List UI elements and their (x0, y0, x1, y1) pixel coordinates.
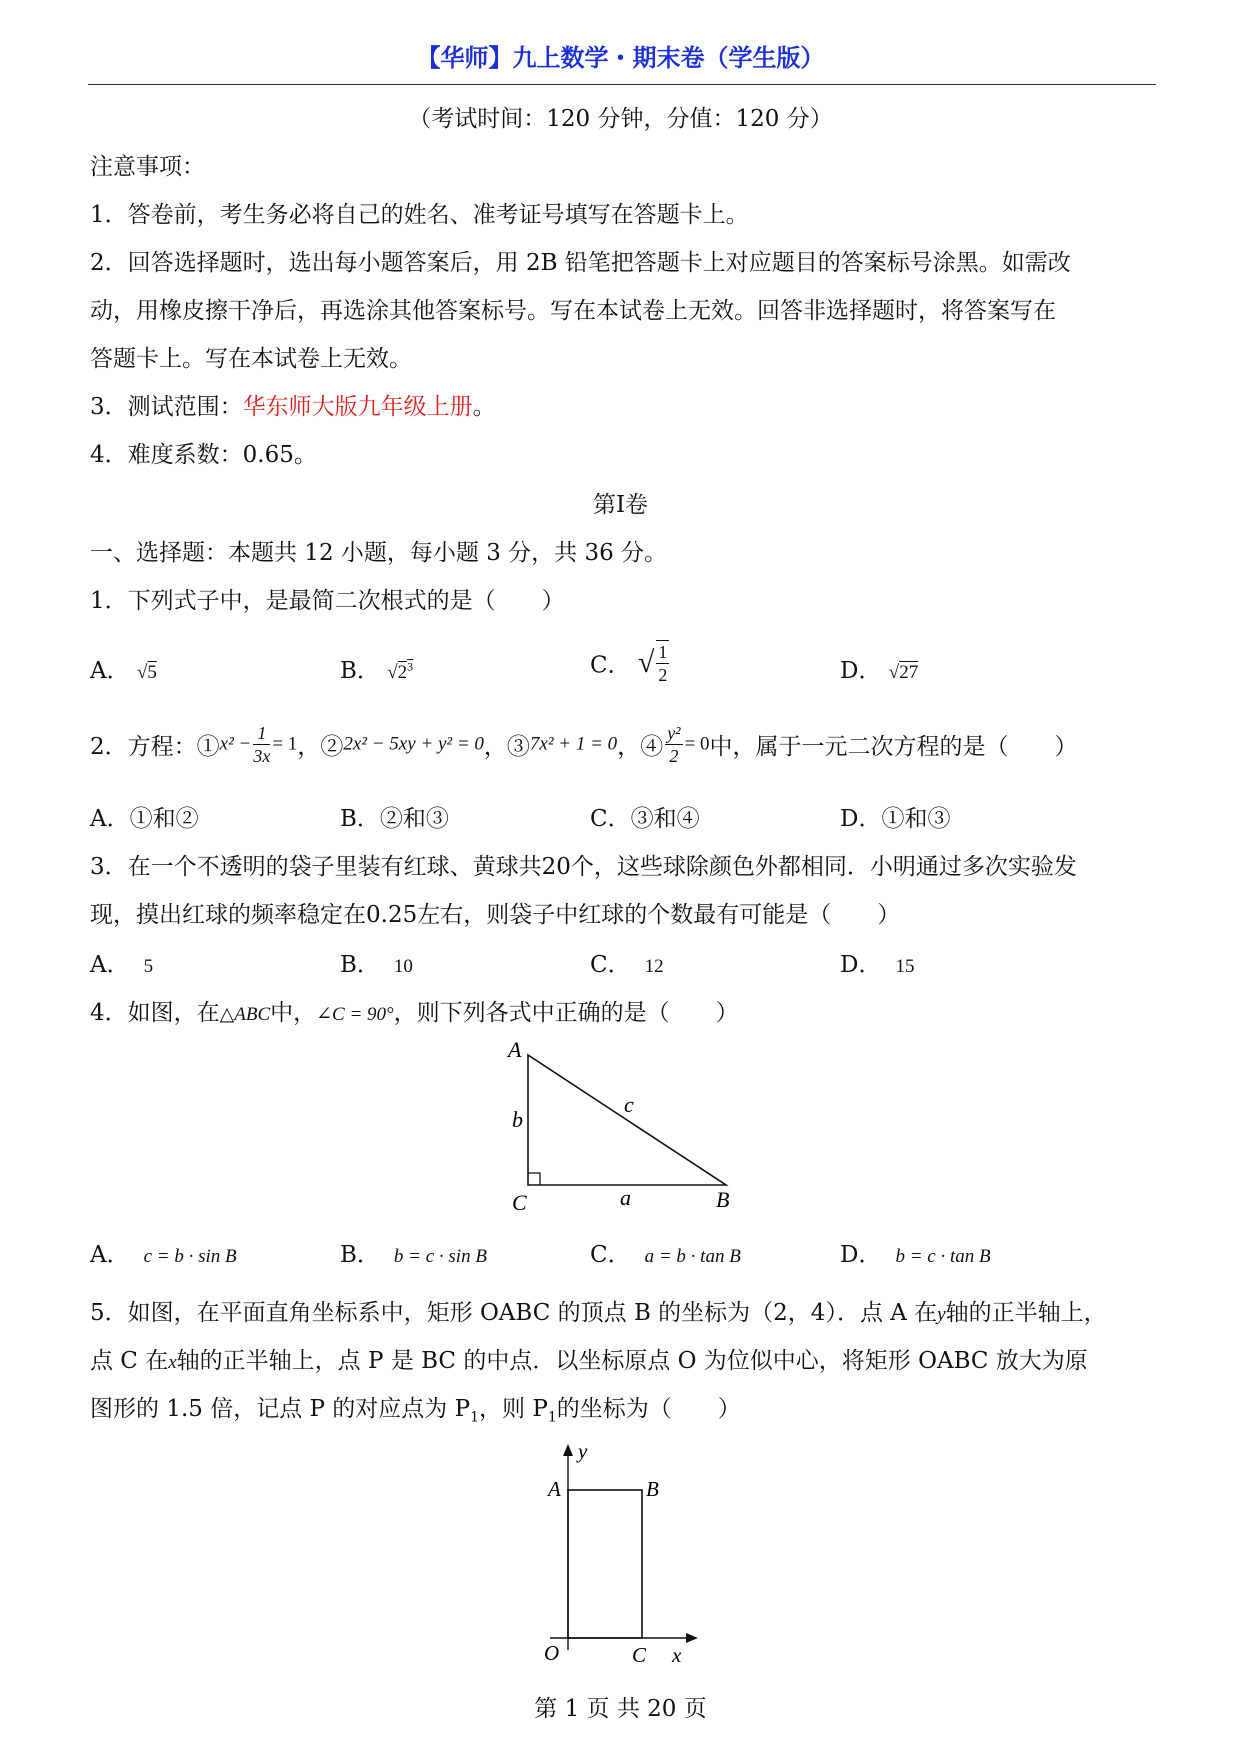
q4-option-d: D． b = c · tan B (840, 1242, 991, 1268)
q2-option-d: D．①和③ (840, 806, 951, 832)
question-5-line-1: 5．如图，在平面直角坐标系中，矩形 OABC 的顶点 B 的坐标为（2，4）．点 A 在y轴的正半轴上， (90, 1300, 1107, 1326)
x-axis-arrow (686, 1633, 698, 1643)
q1-option-b-radical: $√2^3$ (387, 659, 414, 683)
question-3-line-1: 3．在一个不透明的袋子里装有红球、黄球共20个，这些球除颜色外都相同．小明通过多次实验发 (90, 854, 1077, 880)
note-item-3-suffix: 。 (472, 394, 496, 420)
notes-heading: 注意事项： (90, 154, 205, 180)
note-item-2-line-3: 答题卡上。写在本试卷上无效。 (90, 346, 412, 372)
question-5-line-3: 图形的 1.5 倍，记点 P 的对应点为 $P_1$，则 $P_1$的坐标为（ ） (90, 1396, 741, 1426)
q3-option-d: D． 15 (840, 952, 915, 978)
note-item-2-line-1: 2．回答选择题时，选出每小题答案后，用 2B 铅笔把答题卡上对应题目的答案标号涂黑。如需改 (90, 250, 1071, 276)
vertex-label-c: C (512, 1190, 527, 1215)
point-label-a: A (548, 1477, 561, 1501)
question-2-stem: 2．方程：①x² − $\frac{1}{3x}$ = 1，②2x² − 5xy + y² = 0，③7x² + 1 = 0，④ $\frac{\text{y²}}{2}$ = 0中，属于一元二次方程的是（ ） (90, 723, 1078, 766)
q4-option-a: A． c = b · sin B (90, 1242, 237, 1268)
point-label-b: B (646, 1477, 659, 1501)
q3-option-b: B． 10 (340, 952, 413, 978)
x-axis-label: x (672, 1643, 682, 1667)
q1-option-a-radical: √5 (136, 662, 157, 683)
q3-option-a: A． 5 (90, 952, 154, 978)
page-header-title: 【华师】九上数学・期末卷（学生版） (416, 44, 825, 72)
rectangle-oabc (568, 1490, 642, 1638)
page-number-footer: 第 1 页 共 20 页 (534, 1696, 707, 1722)
q2-equation-4-fraction: $\frac{\text{y²}}{2}$ (667, 723, 681, 766)
right-angle-marker (528, 1173, 540, 1185)
side-label-a: a (620, 1185, 631, 1210)
origin-label: O (544, 1641, 560, 1665)
q1-option-c: C． √ $\frac{1}{2}$ (590, 642, 668, 685)
q2-option-c: C．③和④ (590, 806, 700, 832)
section-1-heading: 一、选择题：本题共 12 小题，每小题 3 分，共 36 分。 (90, 540, 668, 566)
y-axis-label: y (578, 1440, 588, 1463)
q4-option-c: C． a = b · tan B (590, 1242, 741, 1268)
y-axis-arrow (563, 1444, 573, 1456)
volume-title: 第Ⅰ卷 (592, 492, 649, 518)
note-item-4: 4．难度系数：0.65。 (90, 442, 317, 468)
q4-option-b: B． b = c · sin B (340, 1242, 487, 1268)
q1-option-a-label: A． (90, 658, 130, 684)
side-label-c: c (624, 1092, 634, 1117)
q2-option-a: A．①和② (90, 806, 199, 832)
note-item-2-line-2: 动，用橡皮擦干净后，再选涂其他答案标号。写在本试卷上无效。回答非选择题时，将答案写在 (90, 298, 1056, 324)
vertex-label-b: B (716, 1187, 730, 1212)
side-label-b: b (512, 1107, 523, 1132)
q3-option-c: C． 12 (590, 952, 664, 978)
point-label-c: C (632, 1643, 647, 1667)
triangle-abc (528, 1055, 726, 1185)
note-item-3 (90, 388, 496, 421)
vertex-label-a: A (508, 1037, 522, 1062)
q1-option-d-radical: √27 (888, 662, 919, 683)
note-item-3-prefix: 3．测试范围： (90, 394, 243, 420)
header-divider (88, 84, 1156, 85)
q1-option-d-label: D． (840, 658, 882, 684)
q1-option-a (90, 652, 157, 685)
coordinate-figure (530, 1440, 730, 1680)
exam-info: （考试时间：120 分钟，分值：120 分） (408, 106, 833, 132)
q2-option-b: B．②和③ (340, 806, 449, 832)
question-3-line-2: 现，摸出红球的频率稳定在0.25左右，则袋子中红球的个数最有可能是（ ） (90, 902, 901, 928)
q1-option-c-label: C． (590, 652, 631, 679)
question-5-line-2: 点 C 在x轴的正半轴上，点 P 是 BC 的中点．以坐标原点 O 为位似中心，将矩形 OABC 放大为原 (90, 1348, 1088, 1374)
q1-option-c-fraction: $\frac{1}{2}$ (658, 642, 668, 685)
note-item-1: 1．答卷前，考生务必将自己的姓名、准考证号填写在答题卡上。 (90, 202, 749, 228)
q1-option-b (340, 652, 413, 685)
triangle-figure (490, 1035, 750, 1215)
q1-option-b-label: B． (340, 658, 380, 684)
q2-equation-1-fraction: $\frac{1}{3x}$ (253, 723, 271, 766)
question-4-stem: 4．如图，在△ABC中，∠C = 90°，则下列各式中正确的是（ ） (90, 1000, 739, 1026)
question-1-stem: 1．下列式子中，是最简二次根式的是（ ） (90, 588, 565, 614)
q1-option-d (840, 652, 918, 685)
test-scope: 华东师大版九年级上册 (242, 394, 473, 420)
